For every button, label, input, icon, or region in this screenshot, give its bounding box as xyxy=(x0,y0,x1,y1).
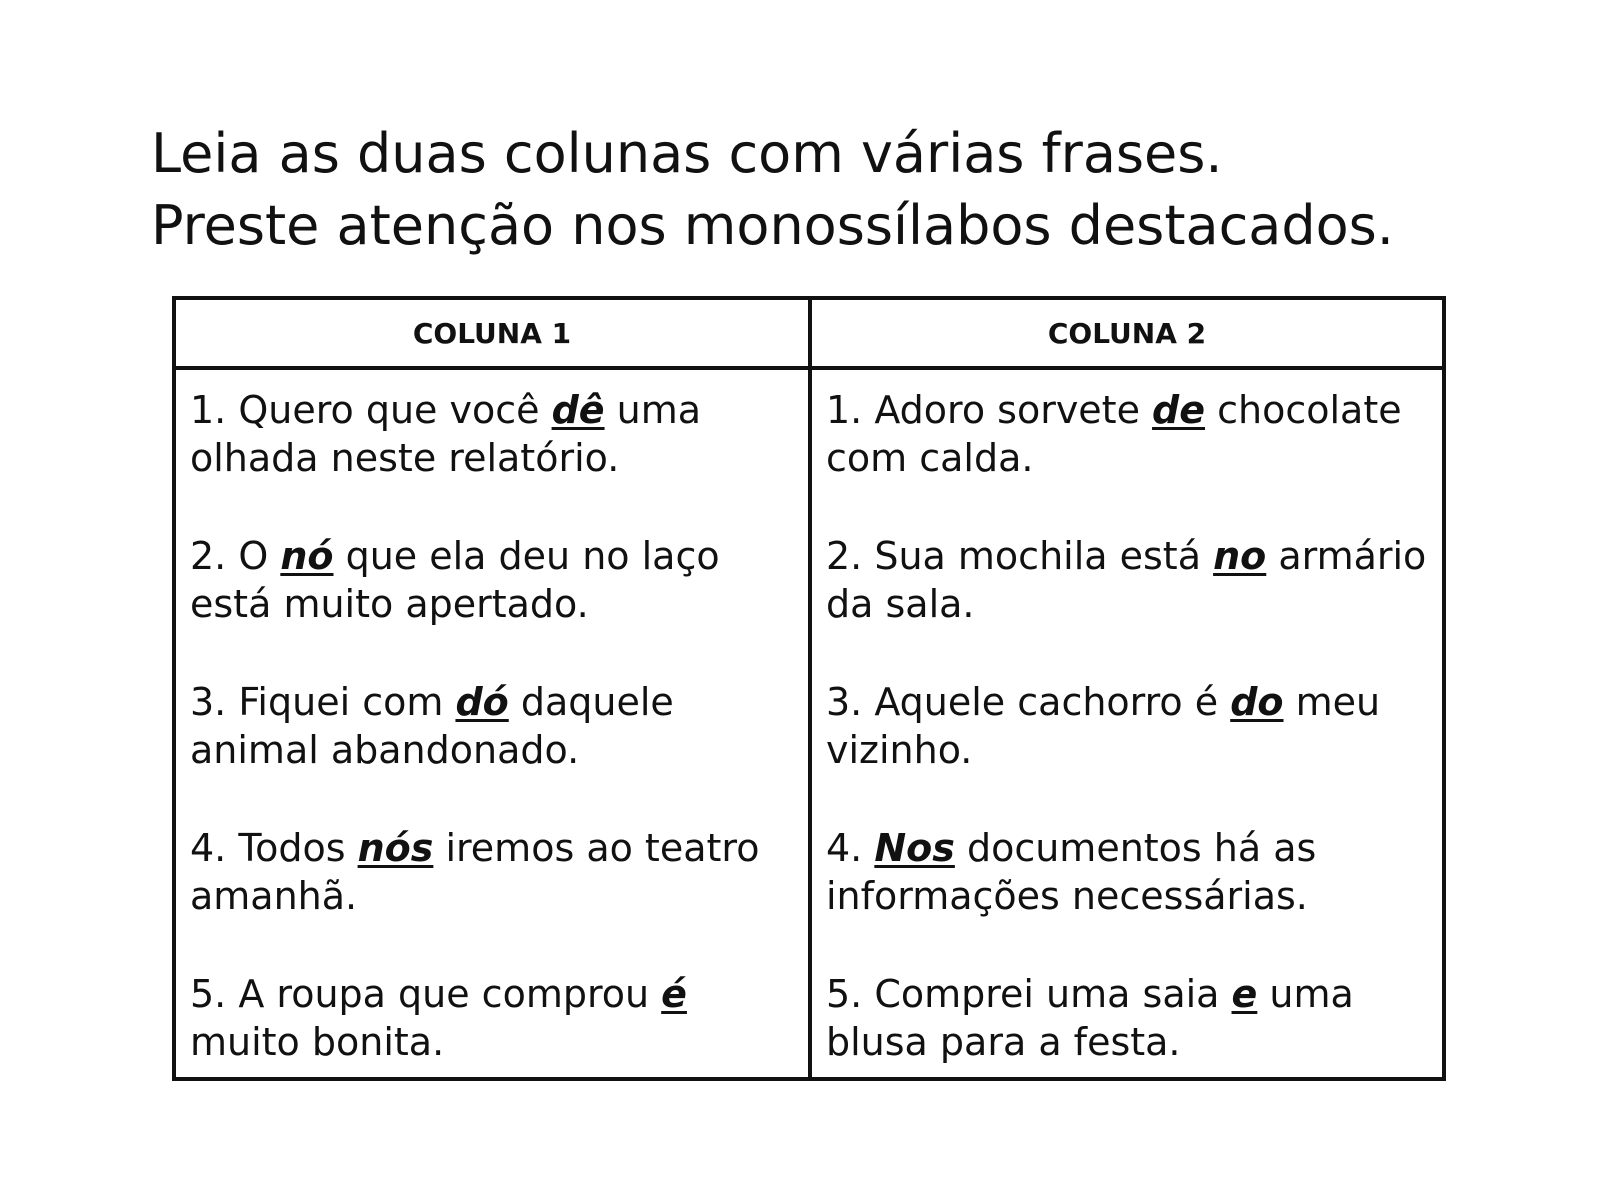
sentence-text: 4. xyxy=(826,826,875,870)
sentence-text: 2. O xyxy=(190,534,281,578)
column-1-sentence xyxy=(190,824,796,920)
sentence-text: 3. Aquele cachorro é xyxy=(826,680,1231,724)
sentence-text: documentos há as informações necessárias. xyxy=(826,826,1317,918)
column-2-sentence xyxy=(826,824,1430,920)
sentence-text: iremos ao teatro amanhã. xyxy=(190,826,760,918)
instruction-line-1: Leia as duas colunas com várias frases. xyxy=(151,122,1223,185)
highlighted-monosyllable: e xyxy=(1231,972,1258,1016)
column-2-body xyxy=(812,370,1442,1077)
sentence-text: que ela deu no laço está muito apertado. xyxy=(190,534,720,626)
column-2-sentence xyxy=(826,678,1430,774)
sentence-text: daquele animal abandonado. xyxy=(190,680,674,772)
sentence-text: 1. Adoro sorvete xyxy=(826,388,1153,432)
column-1-sentence xyxy=(190,970,796,1066)
sentence-text: 3. Fiquei com xyxy=(190,680,456,724)
column-1-sentence xyxy=(190,386,796,482)
sentence-text: muito bonita. xyxy=(190,1020,445,1064)
sentence-text: armário da sala. xyxy=(826,534,1427,626)
sentence-text: chocolate com calda. xyxy=(826,388,1402,480)
sentence-text: 5. Comprei uma saia xyxy=(826,972,1232,1016)
sentence-text: 1. Quero que você xyxy=(190,388,552,432)
highlighted-monosyllable: é xyxy=(661,972,687,1016)
sentence-text: 5. A roupa que comprou xyxy=(190,972,662,1016)
instructions xyxy=(151,118,1511,262)
column-2-sentence xyxy=(826,386,1430,482)
sentence-text: uma olhada neste relatório. xyxy=(190,388,702,480)
highlighted-monosyllable: dê xyxy=(551,388,605,432)
highlighted-monosyllable: do xyxy=(1230,680,1284,724)
columns-table xyxy=(172,296,1446,1081)
instruction-line-2: Preste atenção nos monossílabos destacados. xyxy=(151,194,1394,257)
highlighted-monosyllable: no xyxy=(1213,534,1267,578)
column-2-sentence xyxy=(826,532,1430,628)
sentence-text: 4. Todos xyxy=(190,826,358,870)
highlighted-monosyllable: nós xyxy=(357,826,434,870)
column-1-body xyxy=(176,370,812,1077)
sentence-text: meu vizinho. xyxy=(826,680,1381,772)
highlighted-monosyllable: dó xyxy=(455,680,509,724)
column-2-header: COLUNA 2 xyxy=(812,300,1442,370)
sentence-text: 2. Sua mochila está xyxy=(826,534,1214,578)
column-2-sentence xyxy=(826,970,1430,1066)
highlighted-monosyllable: nó xyxy=(280,534,334,578)
highlighted-monosyllable: de xyxy=(1152,388,1206,432)
column-1-header: COLUNA 1 xyxy=(176,300,812,370)
column-1-sentence xyxy=(190,678,796,774)
highlighted-monosyllable: Nos xyxy=(874,826,955,870)
sentence-text: uma blusa para a festa. xyxy=(826,972,1354,1064)
column-1-sentence xyxy=(190,532,796,628)
